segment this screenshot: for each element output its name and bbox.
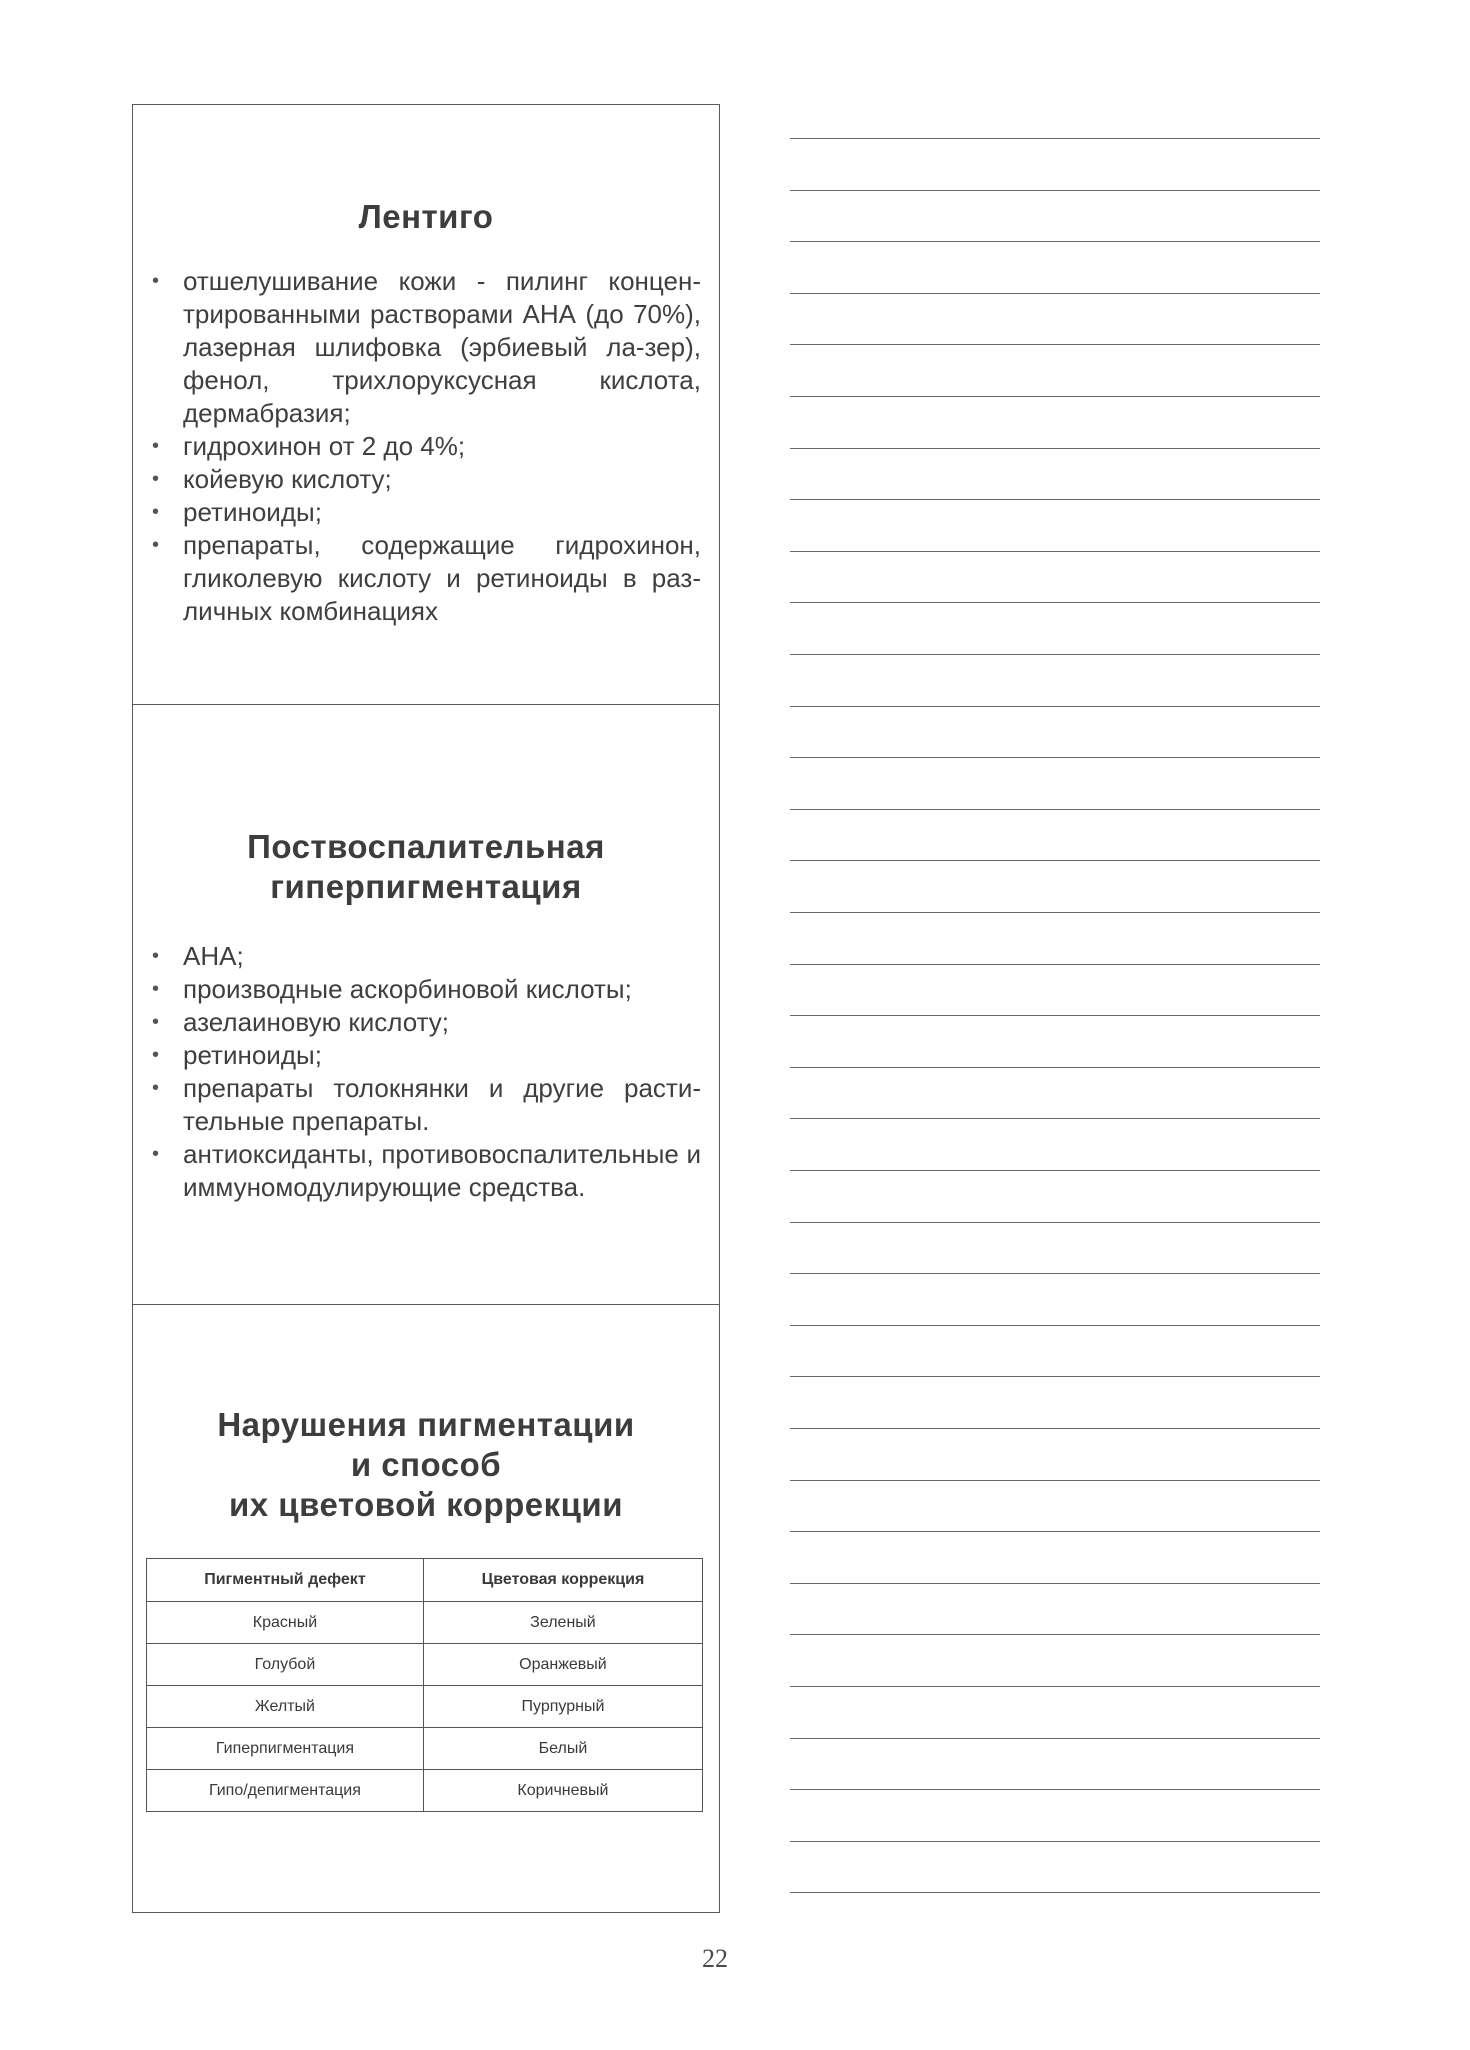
bullet-icon: • xyxy=(152,1011,160,1033)
note-line xyxy=(790,1480,1320,1481)
note-line xyxy=(790,138,1320,139)
title-line: их цветовой коррекции xyxy=(229,1486,623,1523)
bullet-icon: • xyxy=(152,501,160,523)
note-line xyxy=(790,1273,1320,1274)
note-line xyxy=(790,1841,1320,1842)
bullet-text: препараты толокнянки и другие расти-тельные препараты. xyxy=(183,1073,701,1136)
table-cell: Гиперпигментация xyxy=(147,1728,424,1770)
table-row xyxy=(147,1644,703,1686)
table-cell: Желтый xyxy=(147,1686,424,1728)
title-line: Поствоспалительная xyxy=(247,828,605,865)
note-line xyxy=(790,1892,1320,1893)
note-line xyxy=(790,912,1320,913)
table-row xyxy=(147,1770,703,1812)
bullet-text: азелаиновую кислоту; xyxy=(183,1007,450,1037)
list-item xyxy=(148,1072,701,1138)
list-item xyxy=(148,1039,701,1072)
note-line xyxy=(790,1325,1320,1326)
note-line xyxy=(790,241,1320,242)
table-header-row xyxy=(147,1559,703,1602)
note-line xyxy=(790,602,1320,603)
note-line xyxy=(790,396,1320,397)
bullet-icon: • xyxy=(152,534,160,556)
color-correction-table xyxy=(146,1558,703,1812)
note-line xyxy=(790,654,1320,655)
slide-postinflammatory xyxy=(133,705,719,1305)
note-line xyxy=(790,1686,1320,1687)
title-line: Лентиго xyxy=(358,198,494,235)
note-line xyxy=(790,1118,1320,1119)
note-line xyxy=(790,1222,1320,1223)
list-item xyxy=(148,463,701,496)
title-line: гиперпигментация xyxy=(270,868,582,905)
column-header: Цветовая коррекция xyxy=(423,1559,702,1602)
bullet-text: ретиноиды; xyxy=(183,497,322,527)
slide-title xyxy=(133,827,719,907)
list-item xyxy=(148,1006,701,1039)
note-line xyxy=(790,448,1320,449)
note-line xyxy=(790,860,1320,861)
list-item xyxy=(148,940,701,973)
list-item xyxy=(148,496,701,529)
bullet-text: антиоксиданты, противовоспалительные и иммуномодулирующие средства. xyxy=(183,1139,701,1202)
bullet-icon: • xyxy=(152,945,160,967)
list-item xyxy=(148,1138,701,1204)
note-line xyxy=(790,1634,1320,1635)
table-cell: Гипо/депигментация xyxy=(147,1770,424,1812)
table-row xyxy=(147,1728,703,1770)
table-cell: Голубой xyxy=(147,1644,424,1686)
note-line xyxy=(790,1531,1320,1532)
note-line xyxy=(790,1583,1320,1584)
bullet-icon: • xyxy=(152,468,160,490)
list-item xyxy=(148,430,701,463)
bullet-text: производные аскорбиновой кислоты; xyxy=(183,974,632,1004)
table-cell: Коричневый xyxy=(423,1770,702,1812)
bullet-icon: • xyxy=(152,978,160,1000)
table-cell: Оранжевый xyxy=(423,1644,702,1686)
bullet-icon: • xyxy=(152,1044,160,1066)
table-cell: Красный xyxy=(147,1602,424,1644)
page-number: 22 xyxy=(702,1944,728,1973)
slide-color-correction xyxy=(133,1305,719,1912)
note-line xyxy=(790,1738,1320,1739)
note-line xyxy=(790,344,1320,345)
note-line xyxy=(790,706,1320,707)
note-line xyxy=(790,1789,1320,1790)
note-line xyxy=(790,551,1320,552)
note-line xyxy=(790,1376,1320,1377)
table-cell: Белый xyxy=(423,1728,702,1770)
note-line xyxy=(790,293,1320,294)
slide-title xyxy=(133,197,719,237)
title-line: и способ xyxy=(350,1446,502,1483)
slide-title xyxy=(133,1405,719,1525)
bullet-icon: • xyxy=(152,435,160,457)
note-line xyxy=(790,1067,1320,1068)
note-line xyxy=(790,809,1320,810)
note-line xyxy=(790,1015,1320,1016)
bullet-icon: • xyxy=(152,1143,160,1165)
note-line xyxy=(790,757,1320,758)
note-line xyxy=(790,190,1320,191)
table-row xyxy=(147,1686,703,1728)
column-header: Пигментный дефект xyxy=(147,1559,424,1602)
note-line xyxy=(790,499,1320,500)
table-cell: Пурпурный xyxy=(423,1686,702,1728)
bullet-text: койевую кислоту; xyxy=(183,464,392,494)
list-item xyxy=(148,973,701,1006)
table-cell: Зеленый xyxy=(423,1602,702,1644)
note-line xyxy=(790,1428,1320,1429)
bullet-text: ретиноиды; xyxy=(183,1040,322,1070)
bullet-text: препараты, содержащие гидрохинон, гликолевую кислоту и ретиноиды в раз-личных комбинациях xyxy=(183,530,701,626)
title-line: Нарушения пигментации xyxy=(217,1406,635,1443)
list-item xyxy=(148,265,701,430)
slides-column xyxy=(132,104,720,1913)
bullet-list xyxy=(133,940,719,1204)
bullet-list xyxy=(133,265,719,628)
bullet-icon: • xyxy=(152,1077,160,1099)
bullet-icon: • xyxy=(152,270,160,292)
bullet-text: гидрохинон от 2 до 4%; xyxy=(183,431,466,461)
slide-lentigo xyxy=(133,105,719,705)
bullet-text: отшелушивание кожи - пилинг концен-трированными растворами АНА (до 70%), лазерная шлифовка (эрбиевый ла-зер), фенол, трихлоруксусная кислота, дермабразия; xyxy=(183,266,701,428)
note-line xyxy=(790,1170,1320,1171)
table-row xyxy=(147,1602,703,1644)
list-item xyxy=(148,529,701,628)
note-line xyxy=(790,964,1320,965)
bullet-text: АНА; xyxy=(183,941,244,971)
